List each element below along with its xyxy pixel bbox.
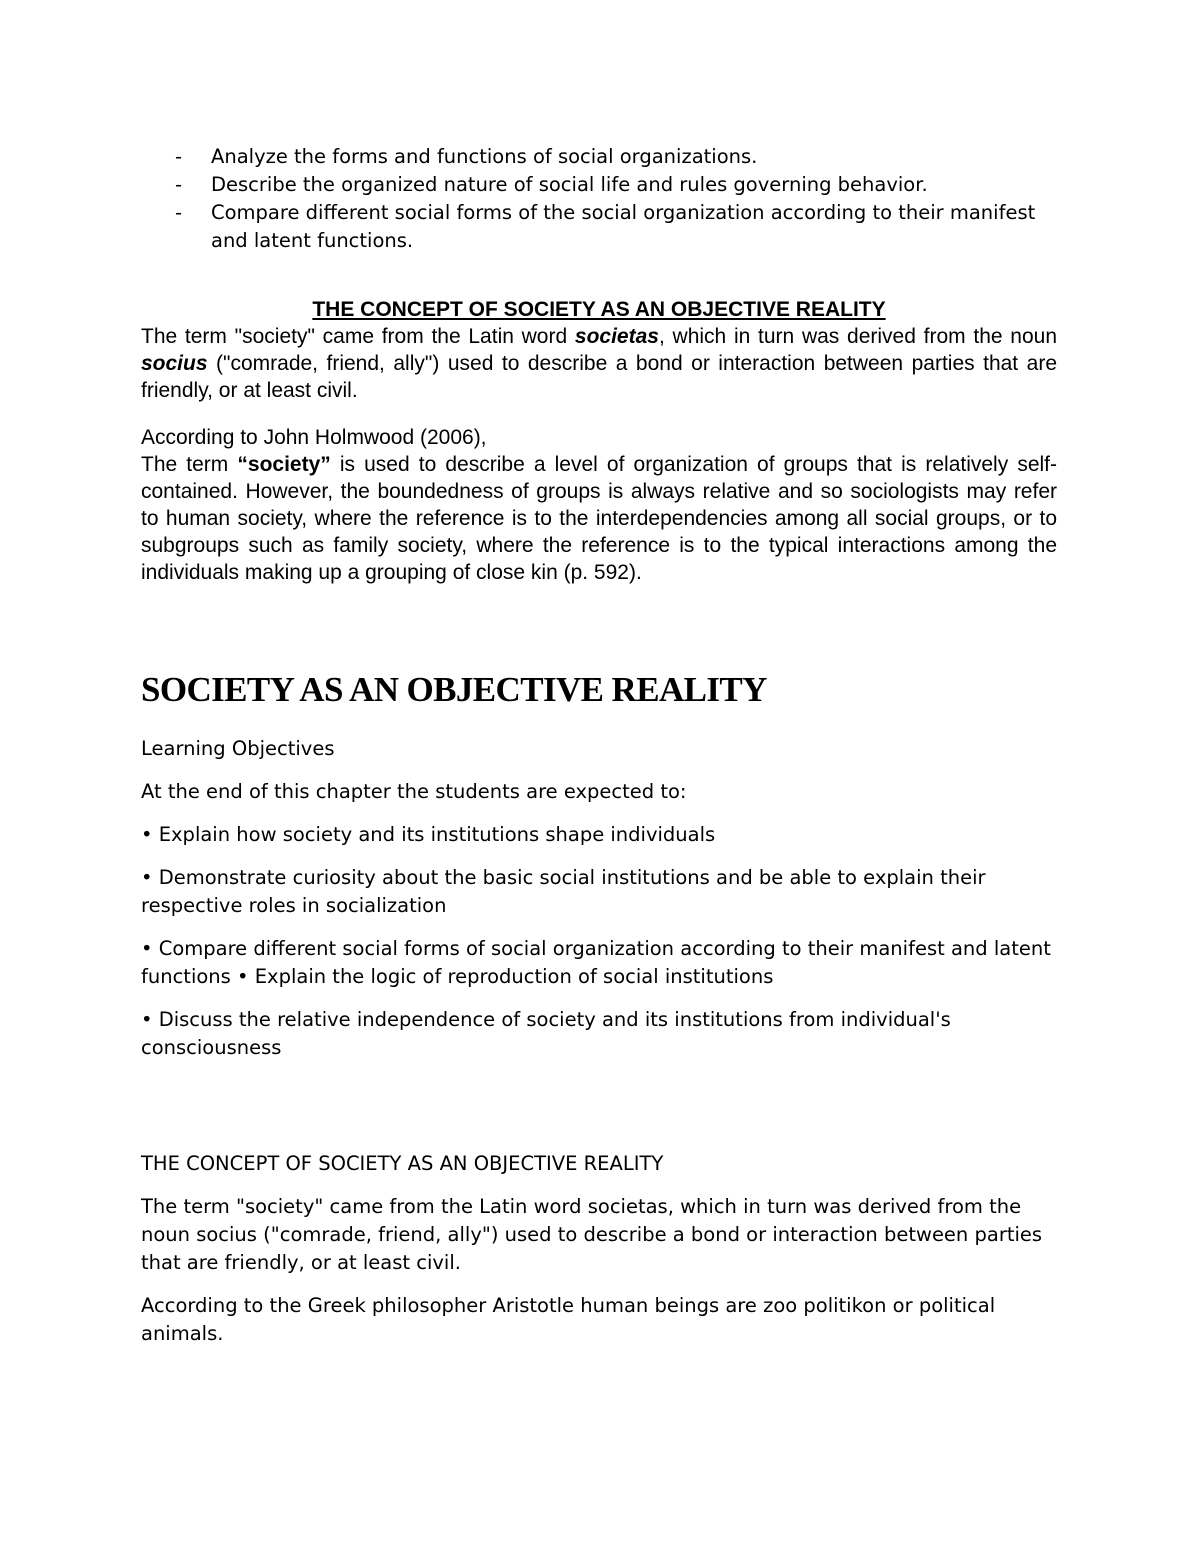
- etymology-paragraph: The term "society" came from the Latin word societas, which in turn was derived from the noun socius ("comrade, friend, ally") used to describe a bond or interaction between parties that are friendly, or at least civil.: [141, 1195, 1043, 1274]
- concept-section: [141, 296, 1057, 586]
- chapter-title: SOCIETY AS AN OBJECTIVE REALITY: [141, 670, 767, 709]
- learning-objectives-section: [141, 735, 1061, 1077]
- text-run: The term "society" came from the Latin word: [141, 325, 575, 348]
- list-item-text: Compare different social forms of the social organization according to their manifest and latent functions.: [211, 201, 1036, 252]
- emphasis-term: socius: [141, 352, 208, 375]
- list-item: [175, 143, 1055, 171]
- section-title: THE CONCEPT OF SOCIETY AS AN OBJECTIVE REALITY: [141, 1152, 664, 1175]
- etymology-paragraph: [141, 323, 1057, 404]
- emphasis-term: “society”: [237, 453, 331, 476]
- concept-section-repeat: [141, 1150, 1061, 1363]
- list-item: [175, 171, 1055, 199]
- list-dash: -: [175, 173, 183, 196]
- bullet-item: • Explain how society and its institutions shape individuals: [141, 823, 716, 846]
- list-dash: -: [175, 201, 183, 224]
- text-run: The term: [141, 453, 238, 476]
- list-item: [175, 199, 1055, 255]
- text-run: is used to describe a level of organization of groups that is relatively self-contained. However, the boundedness of groups is always relative and so sociologists may refer to human society, where the reference is to the interdependencies among all social groups, or to subgroups such as family society, where the reference is to the typical interactions among the individuals making up a grouping of close kin (p. 592).: [141, 453, 1057, 584]
- list-item-text: Describe the organized nature of social life and rules governing behavior.: [211, 173, 928, 196]
- list-dash: -: [175, 145, 183, 168]
- bullet-item: • Compare different social forms of social organization according to their manifest and latent functions • Explain the logic of reproduction of social institutions: [141, 937, 1051, 988]
- section-title: THE CONCEPT OF SOCIETY AS AN OBJECTIVE REALITY: [312, 298, 886, 321]
- emphasis-term: societas: [574, 325, 659, 348]
- bullet-item: • Demonstrate curiosity about the basic social institutions and be able to explain their respective roles in socialization: [141, 866, 986, 917]
- objectives-intro: At the end of this chapter the students are expected to:: [141, 780, 687, 803]
- aristotle-paragraph: According to the Greek philosopher Aristotle human beings are zoo politikon or political animals.: [141, 1294, 996, 1345]
- list-item-text: Analyze the forms and functions of social organizations.: [211, 145, 758, 168]
- bullet-item: • Discuss the relative independence of society and its institutions from individual's consciousness: [141, 1008, 951, 1059]
- text-run: ("comrade, friend, ally") used to describe a bond or interaction between parties that are friendly, or at least civil.: [141, 352, 1057, 402]
- text-run: , which in turn was derived from the noun: [658, 325, 1057, 348]
- definition-paragraph: [141, 451, 1057, 586]
- objectives-heading: Learning Objectives: [141, 737, 335, 760]
- citation-line: According to John Holmwood (2006),: [141, 426, 487, 449]
- objectives-dash-list: [175, 143, 1055, 255]
